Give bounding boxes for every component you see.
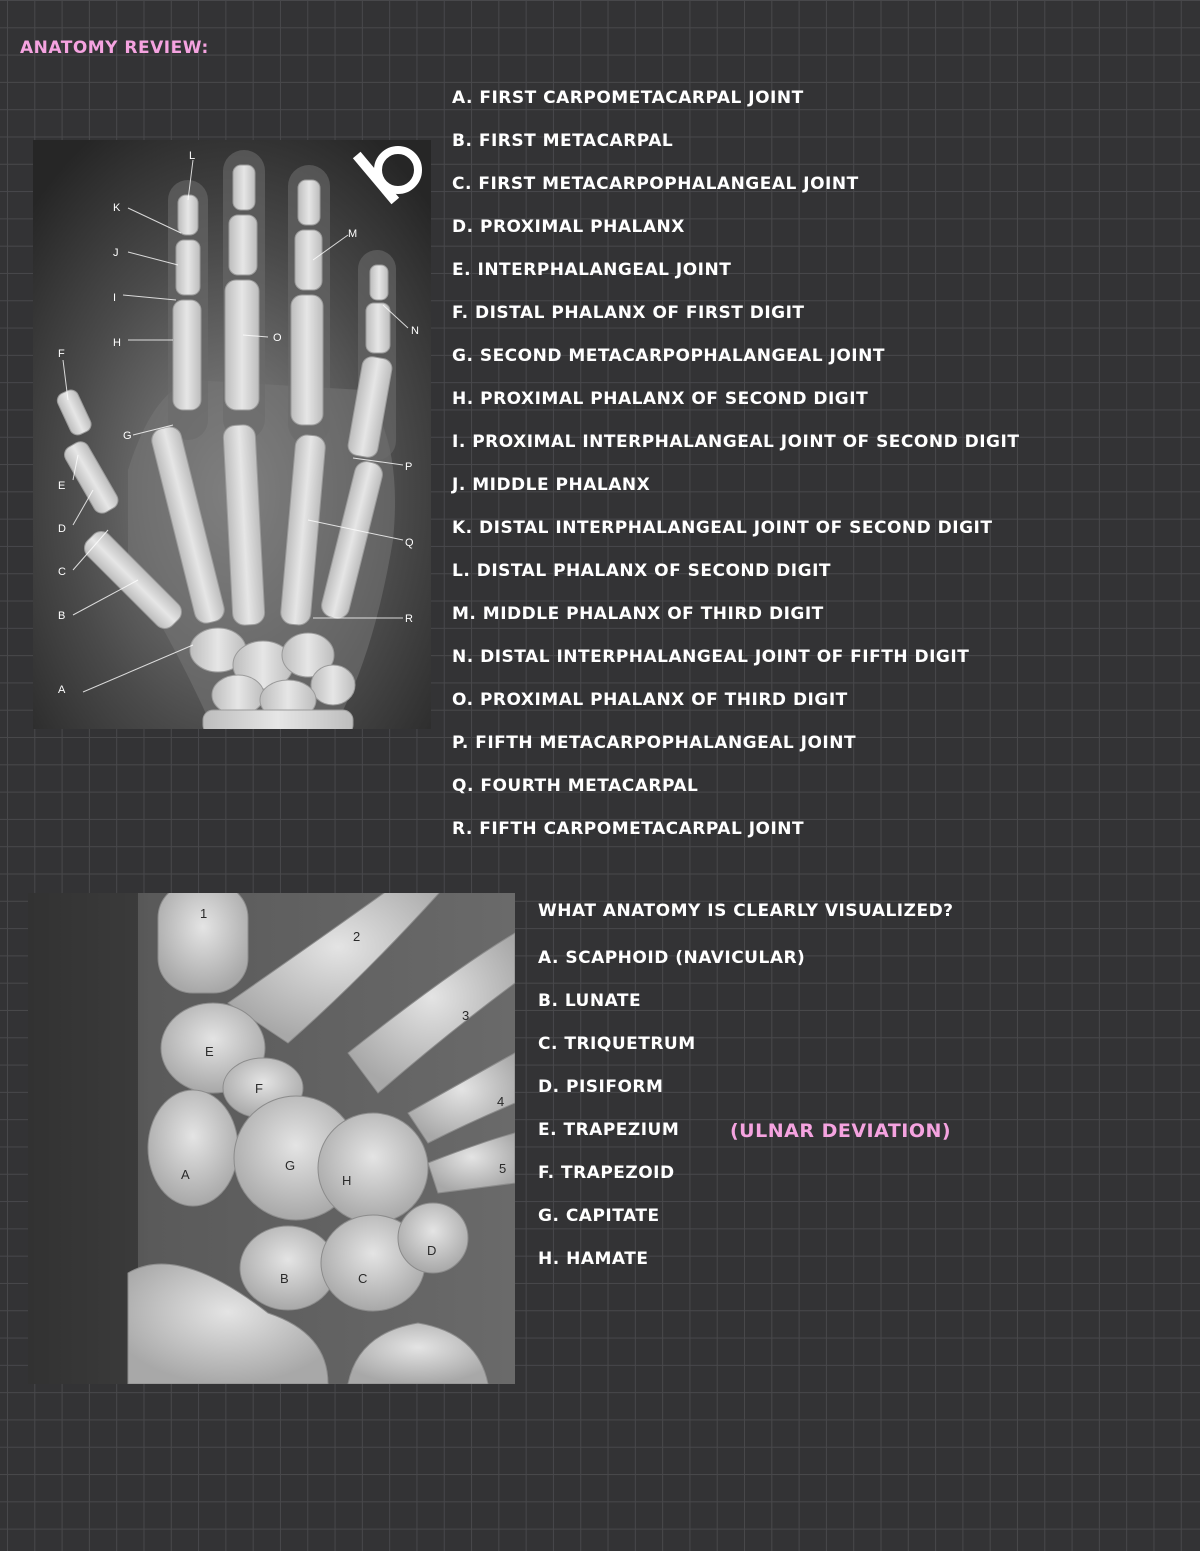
hand-list-item: B. FIRST METACARPAL (452, 131, 674, 151)
hand-label-j: J (113, 247, 119, 259)
wrist-note: (ULNAR DEVIATION) (730, 1120, 952, 1142)
wrist-list-item: F. TRAPEZOID (538, 1163, 675, 1183)
wrist-list-item: G. CAPITATE (538, 1206, 660, 1226)
wrist-letter-c: C (358, 1271, 368, 1286)
hand-list-item: H. PROXIMAL PHALANX OF SECOND DIGIT (452, 389, 869, 409)
hand-anatomy-list (452, 84, 1019, 858)
hand-label-r: R (405, 613, 413, 625)
wrist-list-item: C. TRIQUETRUM (538, 1034, 696, 1054)
hand-xray-image (33, 140, 431, 729)
hand-list-item: E. INTERPHALANGEAL JOINT (452, 260, 732, 280)
wrist-anatomy-list (538, 944, 805, 1288)
wrist-letter-e: E (205, 1044, 214, 1059)
hand-list-item: L. DISTAL PHALANX OF SECOND DIGIT (452, 561, 831, 581)
wrist-xray-image (28, 893, 515, 1384)
hand-list-item: D. PROXIMAL PHALANX (452, 217, 685, 237)
wrist-number-5: 5 (499, 1161, 507, 1176)
wrist-letter-h: H (342, 1173, 352, 1188)
page-title: ANATOMY REVIEW: (20, 38, 209, 58)
wrist-letter-b: B (280, 1271, 289, 1286)
hand-list-item: Q. FOURTH METACARPAL (452, 776, 699, 796)
hand-list-item: G. SECOND METACARPOPHALANGEAL JOINT (452, 346, 885, 366)
hand-label-o: O (273, 332, 282, 344)
wrist-number-2: 2 (353, 929, 361, 944)
hand-label-q: Q (405, 537, 414, 549)
wrist-letter-f: F (255, 1081, 263, 1096)
hand-list-item: O. PROXIMAL PHALANX OF THIRD DIGIT (452, 690, 848, 710)
wrist-letter-g: G (285, 1158, 296, 1173)
wrist-list-item: E. TRAPEZIUM (538, 1120, 680, 1140)
wrist-list-item: D. PISIFORM (538, 1077, 664, 1097)
hand-label-g: G (123, 430, 132, 442)
hand-label-f: F (58, 348, 65, 360)
hand-label-l: L (189, 150, 196, 162)
hand-list-item: J. MIDDLE PHALANX (452, 475, 651, 495)
hand-label-i: I (113, 292, 117, 304)
hand-list-item: P. FIFTH METACARPOPHALANGEAL JOINT (452, 733, 857, 753)
hand-label-d: D (58, 523, 66, 535)
hand-label-h: H (113, 337, 121, 349)
hand-list-item: I. PROXIMAL INTERPHALANGEAL JOINT OF SECOND DIGIT (452, 432, 1020, 452)
wrist-list-item: B. LUNATE (538, 991, 642, 1011)
wrist-number-3: 3 (462, 1008, 470, 1023)
wrist-question: WHAT ANATOMY IS CLEARLY VISUALIZED? (538, 901, 954, 921)
wrist-list-item: A. SCAPHOID (NAVICULAR) (538, 948, 806, 968)
hand-label-p: P (405, 461, 413, 473)
wrist-number-1: 1 (200, 906, 208, 921)
hand-list-item: K. DISTAL INTERPHALANGEAL JOINT OF SECOND DIGIT (452, 518, 993, 538)
hand-label-n: N (411, 325, 419, 337)
wrist-list-item: H. HAMATE (538, 1249, 649, 1269)
hand-label-c: C (58, 566, 66, 578)
hand-list-item: C. FIRST METACARPOPHALANGEAL JOINT (452, 174, 859, 194)
hand-label-e: E (58, 480, 66, 492)
hand-list-item: R. FIFTH CARPOMETACARPAL JOINT (452, 819, 805, 839)
wrist-number-4: 4 (497, 1094, 505, 1109)
hand-label-b: B (58, 610, 66, 622)
hand-list-item: A. FIRST CARPOMETACARPAL JOINT (452, 88, 804, 108)
wrist-letter-a: A (181, 1167, 190, 1182)
hand-list-item: N. DISTAL INTERPHALANGEAL JOINT OF FIFTH DIGIT (452, 647, 970, 667)
wrist-letter-d: D (427, 1243, 437, 1258)
hand-label-m: M (348, 228, 358, 240)
hand-label-a: A (58, 684, 66, 696)
hand-label-k: K (113, 202, 121, 214)
hand-list-item: F. DISTAL PHALANX OF FIRST DIGIT (452, 303, 805, 323)
hand-list-item: M. MIDDLE PHALANX OF THIRD DIGIT (452, 604, 824, 624)
